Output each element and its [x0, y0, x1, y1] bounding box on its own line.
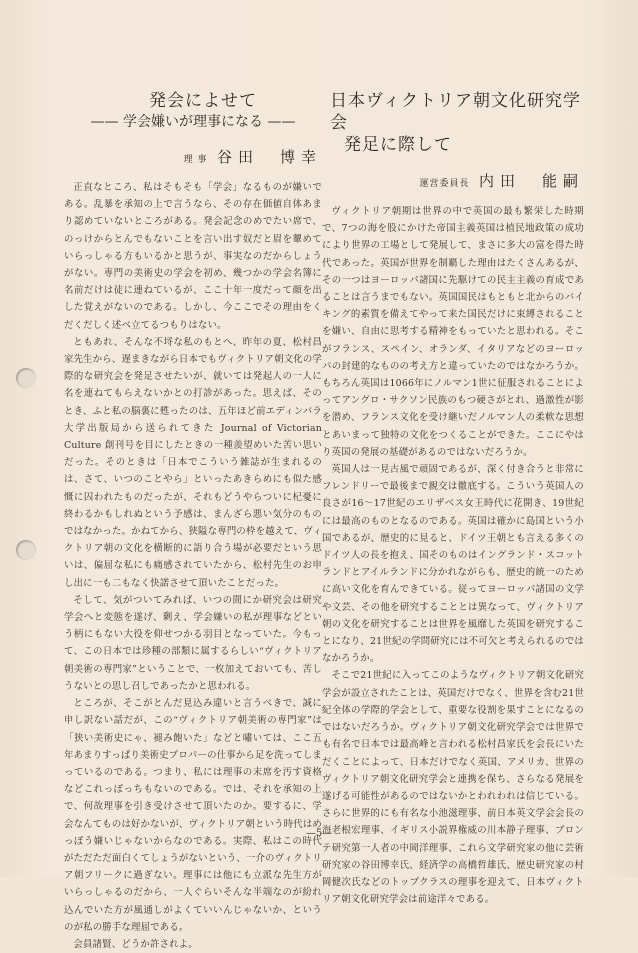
right-article-body	[322, 203, 584, 908]
right-paragraph: そこで21世紀に入ってこのようなヴィクトリア朝文化研究学会が設立されたことは、英国だけでなく、世界を含む21世紀全体の学際的学会として、重要な役割を果すことになるのではないだろうか。ヴィクトリア朝文化研究学会では世界でも有名で日本では最高峰と言われる松村昌家氏を会長にいただくことによって、日本だけでなく英国、アメリカ、世界のヴィクトリア朝文化研究学会と連携を保ち、さらなる発展を遂げる可能性があるのではないかとわれわれは信じている。さらに世界的にも有名な小池滋理事、前日本英文学会会長の海老根宏理事、イギリス小説界権威の川本静子理事、ブロンテ研究第一人者の中岡洋理事、これら文学研究家の他に芸術研究家の谷田博幸氏、経済学の高橋哲雄氏、歴史研究家の村岡健次氏などのトップクラスの理事を迎えて、日本ヴィクトリア朝文化研究学会は前途洋々である。	[322, 670, 584, 906]
left-paragraph: 会員諸賢、どうか許されよ。	[73, 938, 198, 950]
binder-hole-bottom	[16, 540, 36, 560]
left-paragraph: ともあれ、そんな不埒な私のもとへ、昨年の夏、松村昌家先生から、遅まきながら日本でもヴィクトリア朝文化の学際的な研究会を発足させたいが、就いては発起人の一人に名を連ねてもらえないかとの打診があった。思えば、そのとき、ふと私の脳裏に甦ったのは、五年ほど前エディンバラ大学出版局から送られてきた Journal of Victorian Culture 創刊号を目にしたときの一種羨望めいた苦い思いだった。そのときは「日本でこういう雑誌が生まれるのは、さて、いつのことやら」といったあきらめにも似た感慨に囚われたものだったが、それもどうやらついに杞憂に終わるかもしれぬという予感は、まんざら悪い気分のものではなかった。かねてから、狭隘な専門の枠を越えて、ヴィクトリア朝の文化を横断的に語り合う場が必要だという思いは、偏屈な私にも痛感されていたから、松村先生のお申し出に一も二もなく快諾させて頂いたことだった。	[64, 336, 322, 589]
binder-hole-top	[16, 368, 36, 388]
right-author-role: 運営委員長	[419, 179, 470, 189]
left-author-role: 理 事	[183, 155, 208, 165]
left-article-byline	[64, 148, 322, 169]
left-author-name: 谷田 博幸	[216, 148, 322, 166]
left-article-subtitle: —— 学会嫌いが理事になる ——	[90, 114, 296, 130]
right-article-title-line2: 発足に際して	[344, 135, 452, 155]
left-paragraph: そして、気がついてみれば、いつの間にか研究会は研究学会へと変態を遂げ、剰え、学会嫌いの私が理事などという柄にもない大役を仰せつかる羽目となっていた。今もって、この日本では珍種の部類に属するらしい“ヴィクトリア朝美術の専門家”ということで、一枚加えておいても、苦しうないとの思し召しであったかと思われる。	[64, 594, 322, 692]
right-article	[322, 90, 584, 908]
right-article-title-block	[322, 90, 584, 156]
page-number: —5—	[305, 828, 333, 839]
right-paragraph: 英国人は一見古風で頑固であるが、深く付き合うと非常にフレンドリーで最後まで親交は徹底する。こういう英国人の良さが16～17世紀のエリザベス女王時代に花開き、19世紀には最高のものとなるのである。英国は確かに島国という小国であるが、歴史的に見ると、ドイツ王朝とも言える多くのドイツ人の長を抱え、国そのものはイングランド・スコットランドとアイルランドに分かれながらも、歴史的統一のために高い文化を育んできている。従ってヨーロッパ諸国の文学や文芸、その他を研究することとは異なって、ヴィクトリア朝の文化を研究することは世界を風靡した英国を研究することになり、21世紀の学問研究には不可欠と考えられるのではなかろうか。	[322, 464, 584, 665]
left-paragraph: ところが、そこがとんだ見込み違いと言うべきで、誠に申し訳ない話だが、この“ヴィクトリア朝美術の専門家”は「狭い美術史にゃ、褪み飽いた」などと嘯いては、ここ五年あまりすっぱり美術史プロパーの仕事から足を洗ってしまっているのである。つまり、私には理事の末席を汚す資格などこれっぽっちもないのである。では、それを承知の上で、何故理事を引き受けさせて頂いたのか。要するに、学会なんてものは好かないが、ヴィクトリア朝という時代はめっぽう嫌いじゃないからなのである。実際、私はこの時代がただただ面白くてしょうがないという、一介のヴィクトリア朝フリークに過ぎない。理事には他にも立派な先生方がいらっしゃるのだから、一人ぐらいそんな半端なのが紛れ込んでいた方が風通しがよくていいんじゃないか、というのが私の勝手な理屈である。	[64, 698, 322, 933]
left-article-title: 発会によせて	[149, 91, 257, 111]
right-paragraph: ヴィクトリア朝期は世界の中で英国の最も繁栄した時期で、7つの海を股にかけた帝国主義英国は植民地政策の成功により世界の工場として発展して、まさに多大の富を得た時代であった。英国が世界を制覇した理由はたくさんあるが、その一つはヨーロッパ諸国に先駆けての民主主義の育成であることは言うまでもない。英国国民はもともと北からのバイキング的素質を備えてやって来た国民だけに束縛されることを嫌い、自由に思考する精神をもっていたと思われる。そこがフランス、スペイン、オランダ、イタリアなどのヨーロッパの封建的なものの考え方と違っていたのではなかろうか。もちろん英国は1066年にノルマン1世に征服されることによってアングロ・サクソン民族のもつ硬さがとれ、過激性が影を潜め、フランス文化を受け継いだノルマン人の柔軟な思想とあいまって独特の文化をつくることができた。ここにやはり英国の発展の基礎があるのではないだろうか。	[322, 206, 584, 458]
left-paragraph: 正直なところ、私はそもそも「学会」なるものが嫌いである。乱暴を承知の上で言うなら、その存在価値自体あまり認めていないところがある。発会記念のめでたい席で、のっけからとんでもないことを言い出す奴だと眉を顰めていらっしゃる方もいるかと思うが、事実なのだからしょうがない。専門の美術史の学会を初め、幾つかの学会名簿に名前だけは徒に連ねているが、ここ十年一度だって顔を出した覚えがないのである。しかし、今ここでその理由をくだくだしく述べ立てるつもりはない。	[64, 182, 322, 331]
right-article-byline	[322, 172, 584, 193]
left-article	[64, 90, 322, 953]
right-author-name: 内田 能嗣	[478, 172, 584, 190]
right-article-title-line1: 日本ヴィクトリア朝文化研究学会	[330, 91, 581, 133]
